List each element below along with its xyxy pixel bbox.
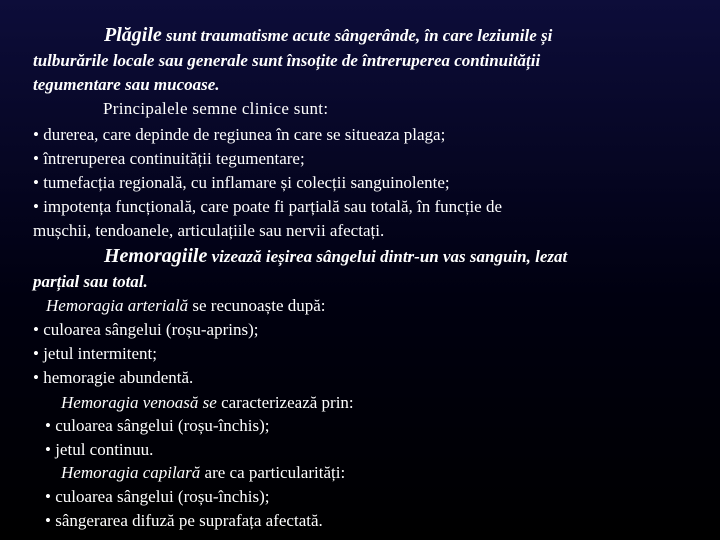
venoasa-title: Hemoragia venoasă se [61, 393, 217, 412]
plagile-definition-line-3: tegumentare sau mucoase. [33, 75, 220, 94]
semne-item-1: • durerea, care depinde de regiunea în care se situeaza plaga; [33, 125, 446, 144]
plagile-line-1 [104, 24, 552, 47]
venoasa-item-1: • culoarea sângelui (roșu-închis); [45, 416, 270, 435]
hemoragiile-line-1 [104, 245, 567, 268]
plagile-definition-line-2: tulburările locale sau generale sunt însoțite de întreruperea continuității [33, 51, 541, 70]
capilara-item-1: • culoarea sângelui (roșu-închis); [45, 487, 270, 506]
capilara-title-rest: are ca particularități: [200, 463, 346, 482]
capilara-title: Hemoragia capilară [61, 463, 201, 482]
arteriala-title-rest: se recunoaște după: [188, 296, 326, 315]
venoasa-item-2: • jetul continuu. [45, 440, 154, 459]
semne-intro: Principalele semne clinice sunt: [103, 99, 329, 118]
arteriala-item-1: • culoarea sângelui (roșu-aprins); [33, 320, 259, 339]
capilara-item-2: • sângerarea difuză pe suprafața afectată. [45, 511, 323, 530]
semne-item-2: • întreruperea continuității tegumentare; [33, 149, 305, 168]
hemoragiile-heading: Hemoragiile [104, 245, 208, 267]
plagile-definition-start: sunt traumatisme acute sângerânde, în care leziunile și [161, 26, 553, 45]
semne-item-4-continued: mușchii, tendoanele, articulațiile sau nervii afectați. [33, 221, 385, 240]
hemoragiile-definition-start: vizează ieșirea sângelui dintr-un vas sanguin, lezat [207, 247, 568, 266]
arteriala-title: Hemoragia arterială [46, 296, 189, 315]
arteriala-item-3: • hemoragie abundentă. [33, 368, 194, 387]
venoasa-title-rest: caracterizează prin: [216, 393, 354, 412]
arteriala-title-line [46, 295, 326, 317]
venoasa-title-line [61, 392, 354, 414]
plagile-heading: Plăgile [104, 24, 162, 46]
arteriala-item-2: • jetul intermitent; [33, 344, 157, 363]
semne-item-4: • impotența funcțională, care poate fi parțială sau totală, în funcție de [33, 197, 503, 216]
semne-item-3: • tumefacția regională, cu inflamare și colecții sanguinolente; [33, 173, 450, 192]
hemoragiile-definition-line-2: parțial sau total. [33, 272, 148, 291]
capilara-title-line [61, 462, 345, 484]
